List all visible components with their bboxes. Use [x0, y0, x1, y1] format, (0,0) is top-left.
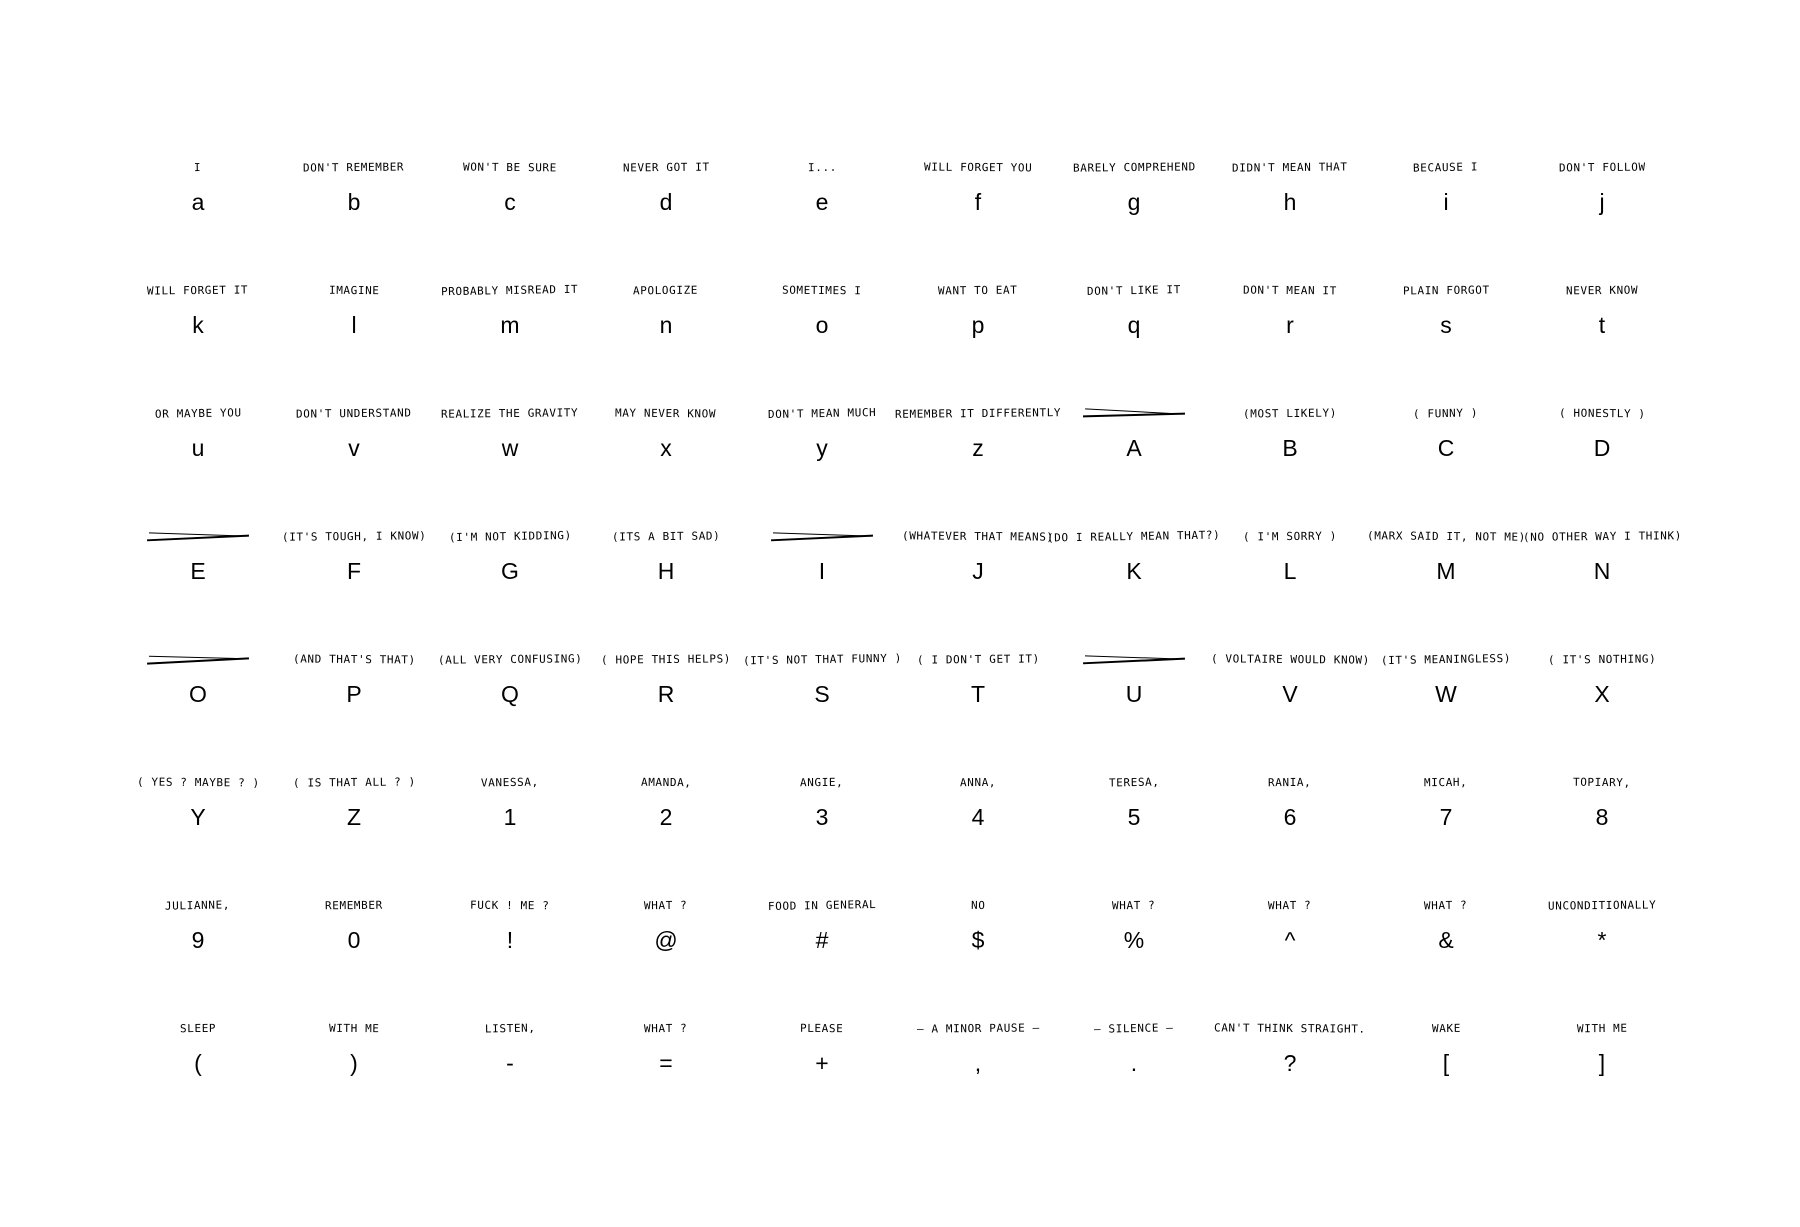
handwritten-phrase: I...	[807, 160, 837, 175]
keyboard-glyph: C	[1437, 435, 1455, 461]
handwritten-phrase: DON'T UNDERSTAND	[296, 406, 412, 421]
keyboard-glyph: [	[1442, 1050, 1450, 1076]
glyph-cell	[1212, 878, 1368, 1001]
glyph-cell	[1524, 878, 1680, 1001]
handwritten-phrase: DON'T LIKE IT	[1086, 283, 1182, 298]
keyboard-glyph: Y	[190, 804, 206, 830]
keyboard-glyph: &	[1438, 927, 1454, 953]
keyboard-glyph: a	[191, 189, 205, 215]
handwritten-phrase: (AND THAT'S THAT)	[292, 652, 416, 667]
glyph-cell	[744, 509, 900, 632]
keyboard-glyph: D	[1593, 435, 1611, 461]
handwritten-phrase: (ITS A BIT SAD)	[611, 529, 721, 544]
keyboard-glyph: I	[818, 558, 826, 584]
keyboard-glyph: d	[659, 189, 673, 215]
glyph-cell	[276, 878, 432, 1001]
handwritten-phrase: (ALL VERY CONFUSING)	[437, 652, 583, 667]
handwritten-phrase: WILL FORGET YOU	[923, 160, 1033, 175]
keyboard-glyph: s	[1440, 312, 1452, 338]
handwritten-phrase: WAKE	[1431, 1021, 1461, 1036]
keyboard-glyph: r	[1286, 312, 1294, 338]
keyboard-glyph: 7	[1439, 804, 1453, 830]
keyboard-glyph: 2	[659, 804, 673, 830]
glyph-cell	[744, 632, 900, 755]
keyboard-glyph: !	[506, 927, 514, 953]
keyboard-glyph: l	[351, 312, 357, 338]
glyph-cell	[1047, 509, 1221, 632]
handwritten-phrase: ( FUNNY )	[1413, 406, 1479, 421]
glyph-cell	[900, 509, 1056, 632]
keyboard-glyph: R	[657, 681, 675, 707]
glyph-cell	[1368, 755, 1524, 878]
struck-out-phrase	[1089, 648, 1179, 673]
glyph-cell	[1524, 386, 1680, 509]
handwritten-phrase: WHAT ?	[644, 898, 688, 913]
glyph-cell	[1056, 632, 1212, 755]
keyboard-glyph: P	[346, 681, 362, 707]
handwritten-phrase: DON'T MEAN MUCH	[767, 406, 877, 421]
glyph-cell	[1056, 263, 1212, 386]
handwritten-phrase: REALIZE THE GRAVITY	[441, 406, 579, 421]
keyboard-glyph: Q	[501, 681, 519, 707]
glyph-cell	[1524, 140, 1680, 263]
keyboard-glyph: U	[1125, 681, 1143, 707]
keyboard-phrase-sheet	[120, 140, 1680, 1124]
handwritten-phrase: OR MAYBE YOU	[154, 406, 242, 421]
glyph-cell	[1212, 386, 1368, 509]
keyboard-glyph: q	[1127, 312, 1141, 338]
keyboard-glyph: Z	[346, 804, 362, 830]
handwritten-phrase: TOPIARY,	[1573, 775, 1631, 790]
handwritten-phrase: MICAH,	[1424, 775, 1468, 790]
handwritten-phrase: NEVER GOT IT	[622, 160, 710, 175]
handwritten-phrase: (IT'S NOT THAT FUNNY )	[742, 651, 902, 668]
handwritten-phrase: CAN'T THINK STRAIGHT.	[1214, 1021, 1366, 1036]
handwritten-phrase: — A MINOR PAUSE —	[916, 1021, 1040, 1036]
glyph-cell	[1212, 263, 1368, 386]
glyph-cell	[744, 878, 900, 1001]
handwritten-phrase: UNCONDITIONALLY	[1547, 898, 1657, 913]
keyboard-glyph: ]	[1598, 1050, 1606, 1076]
handwritten-phrase: FUCK ! ME ?	[470, 898, 550, 913]
keyboard-glyph: T	[970, 681, 986, 707]
handwritten-phrase: (NO OTHER WAY I THINK)	[1522, 529, 1682, 544]
keyboard-glyph: 1	[503, 804, 517, 830]
glyph-cell	[120, 755, 276, 878]
glyph-cell	[1524, 755, 1680, 878]
handwritten-phrase: WITH ME	[328, 1021, 380, 1036]
keyboard-glyph: S	[814, 681, 830, 707]
keyboard-glyph: @	[654, 927, 678, 953]
glyph-cell	[1212, 1001, 1368, 1124]
handwritten-phrase: WANT TO EAT	[938, 283, 1018, 298]
keyboard-glyph: 0	[347, 927, 361, 953]
glyph-cell	[432, 878, 588, 1001]
handwritten-phrase: DON'T FOLLOW	[1558, 160, 1646, 175]
glyph-cell	[276, 509, 432, 632]
glyph-cell	[1524, 632, 1680, 755]
handwritten-phrase: PROBABLY MISREAD IT	[441, 282, 579, 299]
keyboard-glyph: c	[504, 189, 516, 215]
keyboard-glyph: f	[974, 189, 982, 215]
handwritten-phrase: ( I DON'T GET IT)	[916, 652, 1040, 667]
keyboard-glyph: B	[1282, 435, 1298, 461]
glyph-cell	[744, 755, 900, 878]
glyph-cell	[432, 263, 588, 386]
glyph-cell	[1368, 386, 1524, 509]
glyph-cell	[432, 1001, 588, 1124]
keyboard-glyph: w	[501, 435, 519, 461]
glyph-cell	[900, 755, 1056, 878]
glyph-cell	[276, 386, 432, 509]
keyboard-glyph: H	[657, 558, 675, 584]
keyboard-glyph: o	[815, 312, 829, 338]
keyboard-glyph: v	[348, 435, 360, 461]
keyboard-glyph: ,	[974, 1050, 982, 1076]
glyph-cell	[120, 1001, 276, 1124]
handwritten-phrase: ( I'M SORRY )	[1242, 529, 1338, 544]
handwritten-phrase: ( YES ? MAYBE ? )	[136, 775, 260, 790]
handwritten-phrase: AMANDA,	[640, 775, 692, 790]
glyph-cell	[588, 632, 744, 755]
glyph-cell	[1212, 140, 1368, 263]
keyboard-glyph: k	[192, 312, 204, 338]
glyph-cell	[744, 386, 900, 509]
keyboard-glyph: O	[189, 681, 207, 707]
keyboard-glyph: 3	[815, 804, 829, 830]
glyph-cell	[1056, 1001, 1212, 1124]
glyph-cell	[276, 1001, 432, 1124]
keyboard-glyph: L	[1283, 558, 1297, 584]
handwritten-phrase: DON'T REMEMBER	[303, 160, 405, 175]
glyph-cell	[120, 878, 276, 1001]
handwritten-phrase: DON'T MEAN IT	[1242, 283, 1338, 298]
glyph-cell	[744, 140, 900, 263]
handwritten-phrase: WITH ME	[1576, 1021, 1628, 1036]
keyboard-glyph: g	[1127, 189, 1141, 215]
glyph-cell	[588, 755, 744, 878]
keyboard-glyph: j	[1599, 189, 1605, 215]
glyph-cell	[432, 755, 588, 878]
glyph-cell	[432, 140, 588, 263]
handwritten-phrase: (DO I REALLY MEAN THAT?)	[1047, 528, 1221, 545]
handwritten-phrase: DIDN'T MEAN THAT	[1232, 160, 1348, 175]
keyboard-glyph: A	[1126, 435, 1142, 461]
handwritten-phrase: WILL FORGET IT	[147, 283, 249, 298]
handwritten-phrase: REMEMBER IT DIFFERENTLY	[894, 406, 1062, 421]
keyboard-glyph: N	[1593, 558, 1611, 584]
handwritten-phrase: PLEASE	[800, 1021, 844, 1036]
keyboard-glyph: u	[191, 435, 205, 461]
keyboard-glyph: 6	[1283, 804, 1297, 830]
keyboard-glyph: 8	[1595, 804, 1609, 830]
keyboard-glyph: %	[1123, 927, 1145, 953]
glyph-cell	[120, 632, 276, 755]
glyph-cell	[1524, 509, 1680, 632]
keyboard-glyph: e	[815, 189, 829, 215]
glyph-cell	[1056, 755, 1212, 878]
glyph-cell	[1524, 263, 1680, 386]
keyboard-glyph: F	[346, 558, 362, 584]
glyph-cell	[1368, 263, 1524, 386]
keyboard-glyph: +	[815, 1050, 829, 1076]
handwritten-phrase: NEVER KNOW	[1565, 283, 1639, 298]
glyph-cell	[1368, 1001, 1524, 1124]
keyboard-glyph: M	[1436, 558, 1456, 584]
keyboard-glyph: i	[1443, 189, 1449, 215]
glyph-cell	[900, 878, 1056, 1001]
handwritten-phrase: FOOD IN GENERAL	[767, 898, 877, 913]
keyboard-glyph: =	[659, 1050, 673, 1076]
glyph-cell	[1368, 878, 1524, 1001]
glyph-cell	[120, 263, 276, 386]
handwritten-phrase: (I'M NOT KIDDING)	[448, 528, 572, 545]
handwritten-phrase: MAY NEVER KNOW	[615, 406, 717, 421]
handwritten-phrase: RANIA,	[1268, 775, 1312, 790]
glyph-cell	[276, 632, 432, 755]
keyboard-glyph: b	[347, 189, 361, 215]
glyph-cell	[900, 140, 1056, 263]
keyboard-glyph: $	[971, 927, 985, 953]
keyboard-glyph: ?	[1283, 1050, 1297, 1076]
keyboard-glyph: y	[816, 435, 828, 461]
glyph-cell	[900, 263, 1056, 386]
keyboard-glyph: n	[659, 312, 673, 338]
glyph-cell	[432, 509, 588, 632]
handwritten-phrase: WON'T BE SURE	[462, 160, 558, 175]
keyboard-glyph: (	[194, 1050, 202, 1076]
glyph-cell	[432, 632, 588, 755]
glyph-cell	[120, 140, 276, 263]
handwritten-phrase: ( IT'S NOTHING)	[1547, 652, 1657, 667]
glyph-cell	[588, 140, 744, 263]
keyboard-glyph: X	[1594, 681, 1610, 707]
glyph-cell	[588, 1001, 744, 1124]
keyboard-glyph: .	[1130, 1050, 1138, 1076]
glyph-cell	[588, 509, 744, 632]
keyboard-glyph: p	[971, 312, 985, 338]
struck-out-phrase	[777, 525, 867, 550]
handwritten-phrase: I	[194, 160, 202, 175]
keyboard-glyph: E	[190, 558, 206, 584]
glyph-cell	[1212, 509, 1368, 632]
glyph-cell	[588, 878, 744, 1001]
handwritten-phrase: NO	[970, 898, 986, 913]
handwritten-phrase: — SILENCE —	[1094, 1021, 1174, 1036]
handwritten-phrase: WHAT ?	[644, 1021, 688, 1036]
keyboard-glyph: -	[506, 1050, 514, 1076]
glyph-cell	[900, 1001, 1056, 1124]
keyboard-glyph: 4	[971, 804, 985, 830]
handwritten-phrase: SOMETIMES I	[782, 283, 862, 298]
handwritten-phrase: SLEEP	[179, 1021, 217, 1036]
glyph-cell	[1368, 632, 1524, 755]
keyboard-glyph: *	[1597, 927, 1607, 953]
keyboard-glyph: 5	[1127, 804, 1141, 830]
handwritten-phrase: TERESA,	[1108, 775, 1160, 790]
glyph-cell	[432, 386, 588, 509]
handwritten-phrase: REMEMBER	[325, 898, 383, 913]
glyph-cell	[276, 140, 432, 263]
handwritten-phrase: WHAT ?	[1424, 898, 1468, 913]
glyph-cell	[588, 386, 744, 509]
keyboard-glyph: h	[1283, 189, 1297, 215]
keyboard-glyph: z	[972, 435, 984, 461]
handwritten-phrase: ( VOLTAIRE WOULD KNOW)	[1210, 652, 1370, 667]
glyph-cell	[744, 1001, 900, 1124]
handwritten-phrase: ( HONESTLY )	[1558, 406, 1646, 421]
handwritten-phrase: ANNA,	[959, 775, 997, 790]
keyboard-glyph: J	[972, 558, 984, 584]
glyph-cell	[1368, 509, 1524, 632]
handwritten-phrase: LISTEN,	[484, 1021, 536, 1036]
handwritten-phrase: PLAIN FORGOT	[1402, 283, 1490, 298]
struck-out-phrase	[1089, 402, 1179, 427]
glyph-cell	[894, 386, 1062, 509]
handwritten-phrase: WHAT ?	[1268, 898, 1312, 913]
handwritten-phrase: JULIANNE,	[165, 898, 231, 913]
handwritten-phrase: ANGIE,	[800, 775, 844, 790]
keyboard-glyph: t	[1598, 312, 1606, 338]
keyboard-glyph: )	[350, 1050, 358, 1076]
handwritten-phrase: ( IS THAT ALL ? )	[292, 775, 416, 790]
keyboard-glyph: m	[500, 312, 520, 338]
keyboard-glyph: G	[501, 558, 519, 584]
glyph-cell	[900, 632, 1056, 755]
keyboard-glyph: x	[660, 435, 672, 461]
handwritten-phrase: (IT'S TOUGH, I KNOW)	[281, 529, 427, 544]
glyph-cell	[120, 509, 276, 632]
glyph-cell	[276, 263, 432, 386]
handwritten-phrase: ( HOPE THIS HELPS)	[600, 652, 732, 667]
handwritten-phrase: WHAT ?	[1112, 898, 1156, 913]
keyboard-glyph: 9	[191, 927, 205, 953]
keyboard-glyph: V	[1282, 681, 1298, 707]
glyph-cell	[1212, 632, 1368, 755]
glyph-cell	[1368, 140, 1524, 263]
glyph-cell	[276, 755, 432, 878]
keyboard-glyph: #	[815, 927, 829, 953]
struck-out-phrase	[153, 647, 243, 673]
handwritten-phrase: (MARX SAID IT, NOT ME)	[1366, 529, 1526, 544]
glyph-cell	[1056, 878, 1212, 1001]
handwritten-phrase: (MOST LIKELY)	[1242, 406, 1338, 421]
keyboard-glyph: K	[1126, 558, 1142, 584]
glyph-cell	[1056, 386, 1212, 509]
glyph-cell	[1212, 755, 1368, 878]
glyph-cell	[1524, 1001, 1680, 1124]
handwritten-phrase: BARELY COMPREHEND	[1072, 160, 1196, 175]
keyboard-glyph: ^	[1284, 927, 1296, 953]
glyph-cell	[588, 263, 744, 386]
handwritten-phrase: BECAUSE I	[1413, 160, 1479, 175]
handwritten-phrase: VANESSA,	[480, 775, 539, 790]
glyph-cell	[1056, 140, 1212, 263]
glyph-cell	[120, 386, 276, 509]
handwritten-phrase: IMAGINE	[328, 283, 380, 298]
glyph-cell	[744, 263, 900, 386]
handwritten-phrase: (IT'S MEANINGLESS)	[1380, 651, 1512, 668]
handwritten-phrase: (WHATEVER THAT MEANS)	[902, 529, 1054, 544]
handwritten-phrase: APOLOGIZE	[633, 283, 699, 298]
struck-out-phrase	[153, 525, 243, 550]
keyboard-glyph: W	[1435, 681, 1457, 707]
